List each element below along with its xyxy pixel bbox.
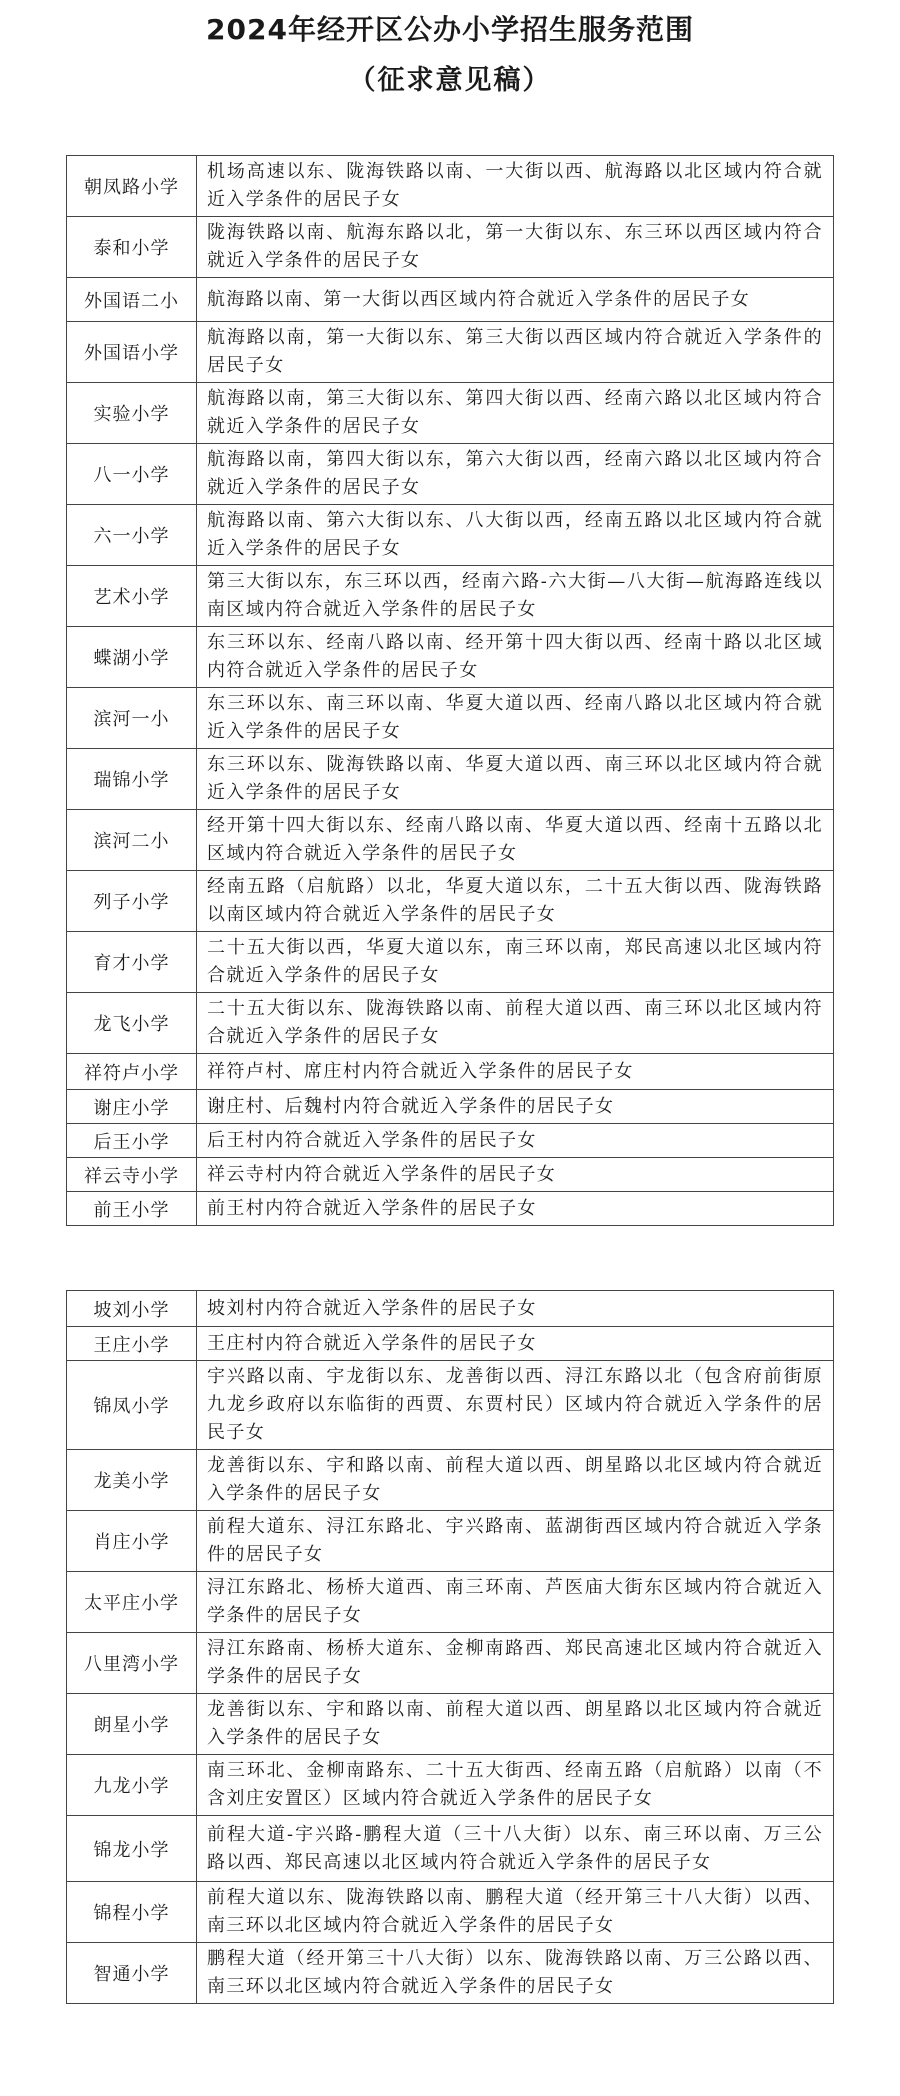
school-name-cell: 祥云寺小学 <box>67 1158 197 1192</box>
table-row <box>67 810 834 871</box>
service-range-cell: 航海路以南，第四大街以东，第六大街以西，经南六路以北区域内符合就近入学条件的居民子女 <box>197 444 834 505</box>
table-row <box>67 322 834 383</box>
school-name-cell: 八一小学 <box>67 444 197 505</box>
service-range-cell: 祥云寺村内符合就近入学条件的居民子女 <box>197 1158 834 1192</box>
table-row <box>67 1694 834 1755</box>
school-name-cell: 肖庄小学 <box>67 1511 197 1572</box>
school-name-cell: 智通小学 <box>67 1943 197 2004</box>
service-range-cell: 二十五大街以西，华夏大道以东，南三环以南，郑民高速以北区域内符合就近入学条件的居民子女 <box>197 932 834 993</box>
table-row <box>67 156 834 217</box>
service-range-cell: 前程大道-宇兴路-鹏程大道（三十八大街）以东、南三环以南、万三公路以西、郑民高速以北区域内符合就近入学条件的居民子女 <box>197 1816 834 1882</box>
school-name-cell: 瑞锦小学 <box>67 749 197 810</box>
table-row <box>67 688 834 749</box>
service-range-cell: 龙善街以东、宇和路以南、前程大道以西、朗星路以北区域内符合就近入学条件的居民子女 <box>197 1450 834 1511</box>
table-row <box>67 932 834 993</box>
school-name-cell: 锦凤小学 <box>67 1361 197 1450</box>
document-subtitle: （征求意见稿） <box>348 65 552 96</box>
service-range-cell: 坡刘村内符合就近入学条件的居民子女 <box>197 1291 834 1327</box>
service-range-cell: 浔江东路南、杨桥大道东、金柳南路西、郑民高速北区域内符合就近入学条件的居民子女 <box>197 1633 834 1694</box>
school-range-table-2 <box>66 1290 834 2004</box>
table-row <box>67 383 834 444</box>
service-range-cell: 二十五大街以东、陇海铁路以南、前程大道以西、南三环以北区域内符合就近入学条件的居民子女 <box>197 993 834 1054</box>
school-name-cell: 谢庄小学 <box>67 1090 197 1124</box>
service-range-cell: 东三环以东、南三环以南、华夏大道以西、经南八路以北区域内符合就近入学条件的居民子女 <box>197 688 834 749</box>
service-range-cell: 前程大道以东、陇海铁路以南、鹏程大道（经开第三十八大街）以西、南三环以北区域内符合就近入学条件的居民子女 <box>197 1882 834 1943</box>
school-name-cell: 龙美小学 <box>67 1450 197 1511</box>
table-row <box>67 1090 834 1124</box>
table-row <box>67 993 834 1054</box>
school-name-cell: 滨河一小 <box>67 688 197 749</box>
school-name-cell: 王庄小学 <box>67 1327 197 1361</box>
school-name-cell: 六一小学 <box>67 505 197 566</box>
school-name-cell: 祥符卢小学 <box>67 1054 197 1090</box>
school-name-cell: 锦龙小学 <box>67 1816 197 1882</box>
school-name-cell: 锦程小学 <box>67 1882 197 1943</box>
school-range-table-1 <box>66 155 834 1226</box>
service-range-cell: 浔江东路北、杨桥大道西、南三环南、芦医庙大街东区域内符合就近入学条件的居民子女 <box>197 1572 834 1633</box>
service-range-cell: 航海路以南，第三大街以东、第四大街以西、经南六路以北区域内符合就近入学条件的居民子女 <box>197 383 834 444</box>
school-name-cell: 太平庄小学 <box>67 1572 197 1633</box>
table-row <box>67 871 834 932</box>
school-name-cell: 蝶湖小学 <box>67 627 197 688</box>
table-row <box>67 1192 834 1226</box>
school-name-cell: 八里湾小学 <box>67 1633 197 1694</box>
table-row <box>67 1450 834 1511</box>
table-row <box>67 1633 834 1694</box>
service-range-cell: 航海路以南、第六大街以东、八大街以西，经南五路以北区域内符合就近入学条件的居民子女 <box>197 505 834 566</box>
school-name-cell: 外国语小学 <box>67 322 197 383</box>
table-row <box>67 217 834 278</box>
service-range-cell: 航海路以南、第一大街以西区域内符合就近入学条件的居民子女 <box>197 278 834 322</box>
table-row <box>67 1943 834 2004</box>
school-name-cell: 龙飞小学 <box>67 993 197 1054</box>
school-name-cell: 艺术小学 <box>67 566 197 627</box>
school-name-cell: 前王小学 <box>67 1192 197 1226</box>
service-range-cell: 谢庄村、后魏村内符合就近入学条件的居民子女 <box>197 1090 834 1124</box>
service-range-cell: 祥符卢村、席庄村内符合就近入学条件的居民子女 <box>197 1054 834 1090</box>
school-name-cell: 坡刘小学 <box>67 1291 197 1327</box>
table-row <box>67 627 834 688</box>
service-range-cell: 经南五路（启航路）以北，华夏大道以东，二十五大街以西、陇海铁路以南区域内符合就近入学条件的居民子女 <box>197 871 834 932</box>
service-range-cell: 鹏程大道（经开第三十八大街）以东、陇海铁路以南、万三公路以西、南三环以北区域内符合就近入学条件的居民子女 <box>197 1943 834 2004</box>
table-row <box>67 1572 834 1633</box>
service-range-cell: 前王村内符合就近入学条件的居民子女 <box>197 1192 834 1226</box>
service-range-cell: 经开第十四大街以东、经南八路以南、华夏大道以西、经南十五路以北区域内符合就近入学条件的居民子女 <box>197 810 834 871</box>
service-range-cell: 南三环北、金柳南路东、二十五大街西、经南五路（启航路）以南（不含刘庄安置区）区域内符合就近入学条件的居民子女 <box>197 1755 834 1816</box>
table-row <box>67 1361 834 1450</box>
table-row <box>67 1511 834 1572</box>
table-row <box>67 1158 834 1192</box>
school-name-cell: 实验小学 <box>67 383 197 444</box>
service-range-cell: 前程大道东、浔江东路北、宇兴路南、蓝湖街西区域内符合就近入学条件的居民子女 <box>197 1511 834 1572</box>
service-range-cell: 王庄村内符合就近入学条件的居民子女 <box>197 1327 834 1361</box>
table-row <box>67 505 834 566</box>
table-row <box>67 278 834 322</box>
table-row <box>67 1124 834 1158</box>
table-row <box>67 444 834 505</box>
school-name-cell: 外国语二小 <box>67 278 197 322</box>
table-row <box>67 749 834 810</box>
service-range-cell: 第三大街以东，东三环以西，经南六路-六大街—八大街—航海路连线以南区域内符合就近入学条件的居民子女 <box>197 566 834 627</box>
service-range-cell: 东三环以东、陇海铁路以南、华夏大道以西、南三环以北区域内符合就近入学条件的居民子女 <box>197 749 834 810</box>
school-name-cell: 后王小学 <box>67 1124 197 1158</box>
school-name-cell: 列子小学 <box>67 871 197 932</box>
service-range-cell: 龙善街以东、宇和路以南、前程大道以西、朗星路以北区域内符合就近入学条件的居民子女 <box>197 1694 834 1755</box>
table-row <box>67 1755 834 1816</box>
school-name-cell: 朝凤路小学 <box>67 156 197 217</box>
table-row <box>67 1327 834 1361</box>
school-name-cell: 泰和小学 <box>67 217 197 278</box>
table-row <box>67 1054 834 1090</box>
service-range-cell: 宇兴路以南、宇龙街以东、龙善街以西、浔江东路以北（包含府前街原九龙乡政府以东临街的西贾、东贾村民）区域内符合就近入学条件的居民子女 <box>197 1361 834 1450</box>
school-name-cell: 九龙小学 <box>67 1755 197 1816</box>
table-row <box>67 1816 834 1882</box>
school-name-cell: 滨河二小 <box>67 810 197 871</box>
service-range-cell: 机场高速以东、陇海铁路以南、一大街以西、航海路以北区域内符合就近入学条件的居民子女 <box>197 156 834 217</box>
service-range-cell: 后王村内符合就近入学条件的居民子女 <box>197 1124 834 1158</box>
school-name-cell: 育才小学 <box>67 932 197 993</box>
document-title: 2024年经开区公办小学招生服务范围 <box>206 13 694 46</box>
table-row <box>67 566 834 627</box>
service-range-cell: 陇海铁路以南、航海东路以北，第一大街以东、东三环以西区域内符合就近入学条件的居民子女 <box>197 217 834 278</box>
school-name-cell: 朗星小学 <box>67 1694 197 1755</box>
service-range-cell: 航海路以南，第一大街以东、第三大街以西区域内符合就近入学条件的居民子女 <box>197 322 834 383</box>
table-row <box>67 1882 834 1943</box>
service-range-cell: 东三环以东、经南八路以南、经开第十四大街以西、经南十路以北区域内符合就近入学条件的居民子女 <box>197 627 834 688</box>
table-row <box>67 1291 834 1327</box>
